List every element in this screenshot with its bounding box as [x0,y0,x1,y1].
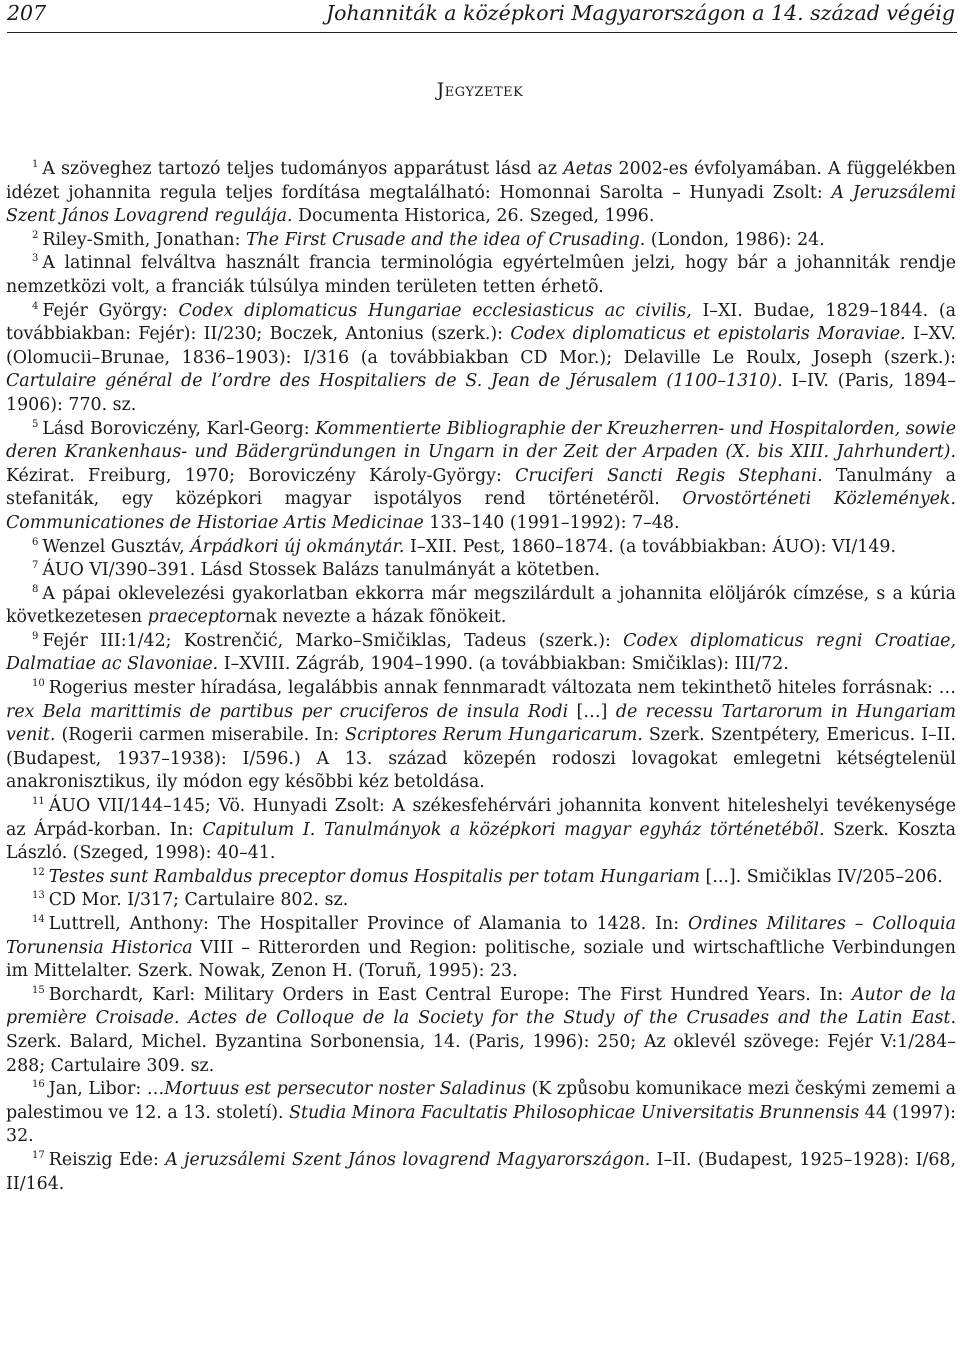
endnote-number: 12 [32,866,45,878]
endnote-12 [6,866,956,890]
endnote-text: A szöveghez tartozó teljes tudományos apparátust lásd az [42,159,564,179]
endnote-text: (K způsobu komunikace mezi českými zememi a palestimou ve 12. a 13. století). [6,1079,956,1123]
endnote-number: 8 [32,583,39,595]
endnote-7 [6,559,956,583]
endnote-number: 7 [32,560,39,572]
endnote-italic-text: Árpádkori új okmánytár. [190,536,405,557]
running-header [7,0,957,33]
endnote-italic-text: Codex diplomaticus regni Croatiae, Dalmatiae ac Slavoniae. [6,630,957,675]
endnote-text: Lásd Boroviczény, Karl-Georg: [42,418,316,439]
endnote-number: 6 [32,536,39,548]
endnote-text: Rogerius mester híradása, legalábbis annak fennmaradt változata nem tekinthetõ hiteles forrásnak: … [48,678,956,699]
endnote-15 [6,984,956,1078]
endnote-11 [6,795,956,866]
endnote-text: Wenzel Gusztáv, [42,536,191,557]
endnote-italic-text: praeceptor [147,607,245,628]
endnote-italic-text: rex Bela marittimis de partibus per cruciferos de insula Rodi [6,701,569,722]
endnote-italic-text: Kommentierte Bibliographie der Kreuzherren- und Hospitalorden, sowie deren Krankenhaus- und Bädergründungen in Ungarn in der Zeit der Arpaden (X. bis XIII. Jahrhundert). [6,418,956,463]
endnote-text: I–XI. Budae, 1829–1844. (a továbbiakban: Fejér): II/230; Boczek, Antonius (szerk.): [6,300,956,345]
page-number: 207 [7,1,47,25]
endnote-text: CD Mor. I/317; Cartulaire 802. sz. [48,890,349,911]
endnote-number: 2 [32,229,39,241]
endnote-text: 2002-es évfolyamában. A függelékben idézet johannita regula teljes fordítása megtalálható: Homonnai Sarolta – Hunyadi Zsolt: [6,159,956,203]
endnote-number: 4 [32,300,39,312]
endnote-italic-text: A Jeruzsálemi Szent János Lovagrend regulája. [6,182,956,227]
endnote-number: 1 [32,159,39,170]
endnote-text: Riley-Smith, Jonathan: [42,229,246,250]
endnote-number: 11 [32,796,45,808]
endnote-italic-text: Scriptores Rerum Hungaricarum [345,725,638,746]
endnote-13 [6,889,956,913]
endnote-8 [6,583,956,630]
endnote-number: 3 [32,253,39,265]
endnote-number: 15 [32,984,45,996]
endnote-4 [6,300,956,418]
endnote-text: 44 (1997): 32. [6,1102,956,1147]
endnote-text: I–XV. (Olomucii–Brunae, 1836–1903): I/316 (a továbbiakban CD Mor.); Delaville Le Roulx, Joseph (szerk.): [6,324,956,368]
endnote-italic-text: Cartulaire général de l’ordre des Hospitaliers de S. Jean de Jérusalem (1100–1310). [6,371,783,392]
endnote-text: ÁUO VI/390–391. Lásd Stossek Balázs tanulmányát a kötetben. [42,560,600,581]
endnote-text: I–XVIII. Zágráb, 1904–1990. (a továbbiakban: Smičiklas): III/72. [218,654,789,675]
endnote-text: Fejér György: [42,300,179,321]
running-title: Johanniták a középkori Magyarországon a 14. század végéig [325,1,955,25]
endnote-text: […] [568,701,616,722]
endnote-9 [6,630,956,677]
endnote-italic-text: Aetas [563,159,613,179]
endnote-italic-text: Testes sunt Rambaldus preceptor domus Hospitalis per totam Hungariam [48,866,701,887]
endnote-text: Borchardt, Karl: Military Orders in East Central Europe: The First Hundred Years. In: [48,984,852,1005]
endnote-text: VIII – Ritterorden und Region: politische, soziale und wirtschaftliche Verbindungen im Mittelalter. Szerk. Nowak, Zenon H. (Toruñ, 1995): 23. [6,937,956,982]
endnote-text: [...]. Smičiklas IV/205–206. [700,866,943,887]
endnote-text: Luttrell, Anthony: The Hospitaller Province of Alamania to 1428. In: [48,914,688,934]
endnote-5 [6,418,956,536]
endnote-1 [6,158,956,229]
endnote-italic-text: Cruciferi Sancti Regis Stephani. [515,465,823,486]
endnote-number: 5 [32,418,39,430]
endnote-text: ÁUO VII/144–145; Vö. Hunyadi Zsolt: A székesfehérvári johannita konvent hiteleshelyi tevékenysége az Árpád-korban. In: [6,796,956,840]
endnote-number: 17 [32,1149,45,1161]
endnote-text: nak nevezte a házak fõnökeit. [244,607,507,628]
endnote-text: Kézirat. Freiburg, 1970; Boroviczény Károly-György: [6,465,516,486]
endnote-2 [6,229,956,253]
endnote-6 [6,536,956,560]
endnote-text: . Szerk. Szentpétery, Emericus. I–II. (Budapest, 1937–1938): I/596.) A 13. század közepén rodoszi lovagokat emlegetni kétségtelenül anakronisztikus, ily módon egy késõbbi kéz betoldása. [6,725,956,793]
endnote-number: 10 [32,678,45,690]
endnote-17 [6,1149,956,1196]
endnote-16 [6,1078,956,1149]
endnote-text: Szerk. Koszta László. (Szeged, 1998): 40–41. [6,819,956,864]
endnote-text: . Szerk. Balard, Michel. Byzantina Sorbonensia, 14. (Paris, 1996): 250; Az oklevél szövege: Fejér V:1/284–288; Cartulaire 309. sz. [6,1008,956,1076]
endnote-text: (London, 1986): 24. [645,229,825,250]
endnote-text: Jan, Libor: … [48,1079,165,1100]
endnote-number: 9 [32,630,39,642]
endnote-number: 14 [32,914,45,925]
endnote-text: A pápai oklevelezési gyakorlatban ekkorra már megszilárdult a johannita elöljárók címzése, s a kúria következetesen [6,583,956,628]
endnote-14 [6,913,956,984]
section-title: Jegyzetek [436,79,524,101]
endnote-text: Reiszig Ede: [48,1149,166,1170]
endnote-italic-text: A jeruzsálemi Szent János lovagrend Magyarországon. [165,1149,651,1170]
endnote-italic-text: Ordines Militares – Colloquia Torunensia Historica [6,914,956,958]
endnote-text: Documenta Historica, 26. Szeged, 1996. [292,206,655,227]
endnote-italic-text: Autor de la première Croisade. Actes de Colloque de la Society for the Study of the Crusades and the Latin East [6,984,956,1029]
endnote-italic-text: de recessu Tartarorum in Hungariam venit [6,701,956,746]
endnote-italic-text: Orvostörténeti Közlemények. Communicationes de Historiae Artis Medicinae [6,489,957,533]
endnote-text: Fejér III:1/42; Kostrenčić, Marko–Smičiklas, Tadeus (szerk.): [42,630,624,651]
endnote-number: 16 [32,1079,45,1091]
endnotes-list [6,158,956,1196]
endnote-10 [6,677,956,795]
endnote-text: Tanulmány a stefaniták, egy középkori magyar ispotályos rend történetérõl. [6,465,956,510]
endnote-italic-text: The First Crusade and the idea of Crusading. [245,229,646,250]
endnote-italic-text: Codex diplomaticus et epistolaris Moraviae. [510,324,906,345]
endnote-italic-text: Capitulum I. Tanulmányok a középkori magyar egyház történetébõl. [202,819,825,840]
endnote-text: A latinnal felváltva használt francia terminológia egyértelmûen jelzi, hogy bár a johanniták rendje nemzetközi volt, a franciák túlsúlya minden területen tetten érhetõ. [6,253,956,297]
endnote-italic-text: Studia Minora Facultatis Philosophicae Universitatis Brunnensis [289,1102,860,1123]
endnote-italic-text: Mortuus est persecutor noster Saladinus [164,1079,526,1100]
endnote-text: . (Rogerii carmen miserabile. In: [49,725,346,746]
endnote-text: 133–140 (1991–1992): 7–48. [423,512,680,533]
endnote-text: I–II. (Budapest, 1925–1928): I/68, II/164. [6,1149,956,1194]
endnote-3 [6,252,956,299]
endnote-number: 13 [32,890,45,902]
endnote-text: I–XII. Pest, 1860–1874. (a továbbiakban: ÁUO): VI/149. [404,536,896,557]
endnote-text: I–IV. (Paris, 1894–1906): 770. sz. [6,371,956,415]
endnote-italic-text: Codex diplomaticus Hungariae ecclesiasticus ac civilis, [178,300,692,321]
